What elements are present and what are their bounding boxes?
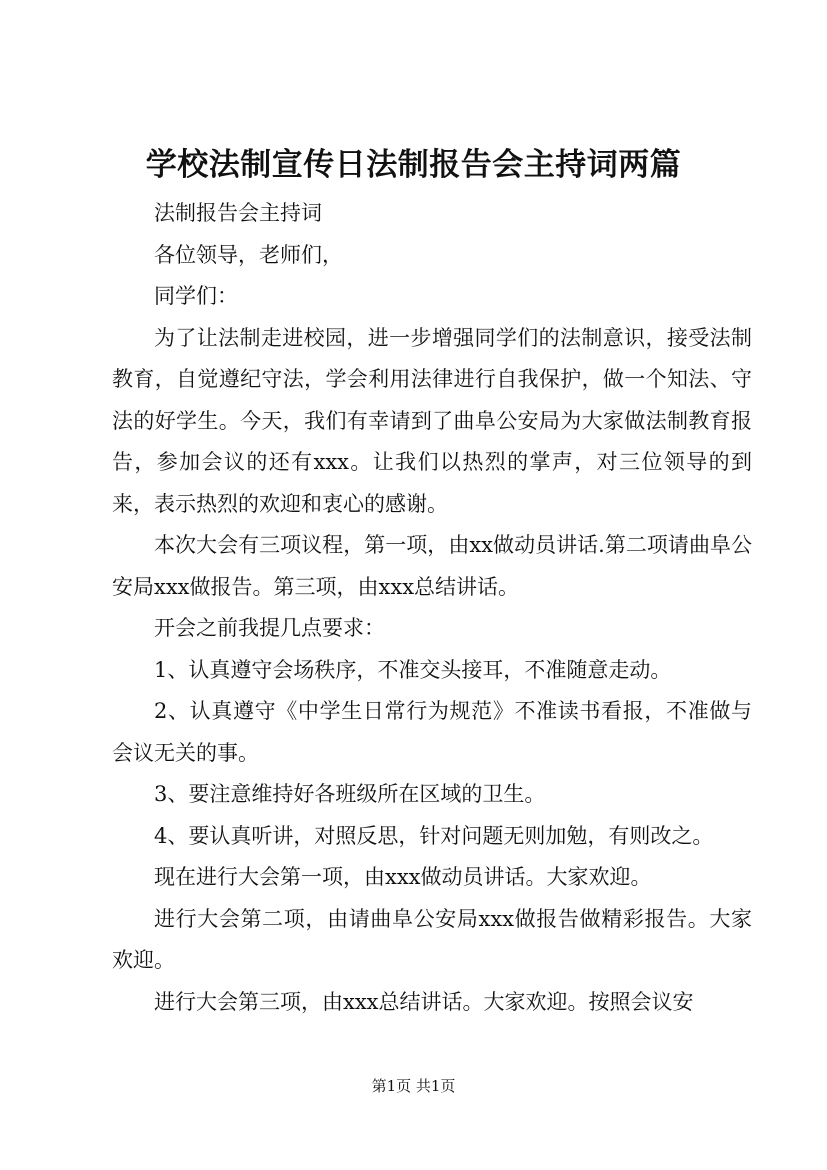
- paragraph-item-1: 现在进行大会第一项，由xxx做动员讲话。大家欢迎。: [154, 865, 652, 889]
- document-body: [112, 193, 752, 1023]
- paragraph-requirement-2: 2、认真遵守《中学生日常行为规范》不准读书看报，不准做与会议无关的事。: [112, 699, 752, 765]
- paragraph-requirements-intro: 开会之前我提几点要求：: [154, 616, 385, 640]
- paragraph-greeting-leaders: 各位领导，老师们，: [154, 242, 343, 267]
- paragraph-requirement-3: 3、要注意维持好各班级所在区域的卫生。: [154, 782, 546, 806]
- page-footer: 第1页 共1页: [371, 1077, 456, 1095]
- paragraph-item-3: 进行大会第三项，由xxx总结讲话。大家欢迎。按照会议安: [154, 989, 694, 1014]
- paragraph-item-2: 进行大会第二项，由请曲阜公安局xxx做报告做精彩报告。大家欢迎。: [112, 906, 752, 972]
- paragraph-introduction: 为了让法制走进校园，进一步增强同学们的法制意识，接受法制教育，自觉遵纪守法，学会利用法律进行自我保护，做一个知法、守法的好学生。今天，我们有幸请到了曲阜公安局为大家做法制教育报告，参加会议的还有xxx。让我们以热烈的掌声，对三位领导的到来，表示热烈的欢迎和衷心的感谢。: [112, 325, 752, 516]
- paragraph-agenda: 本次大会有三项议程，第一项，由xx做动员讲话.第二项请曲阜公安局xxx做报告。第三项，由xxx总结讲话。: [112, 533, 752, 599]
- paragraph-greeting-students: 同学们：: [154, 284, 238, 308]
- paragraph-requirement-4: 4、要认真听讲，对照反思，针对问题无则加勉，有则改之。: [154, 823, 714, 848]
- paragraph-heading: 法制报告会主持词: [154, 201, 322, 225]
- document-title: 学校法制宣传日法制报告会主持词两篇: [145, 147, 682, 183]
- paragraph-requirement-1: 1、认真遵守会场秩序，不准交头接耳，不准随意走动。: [154, 657, 672, 682]
